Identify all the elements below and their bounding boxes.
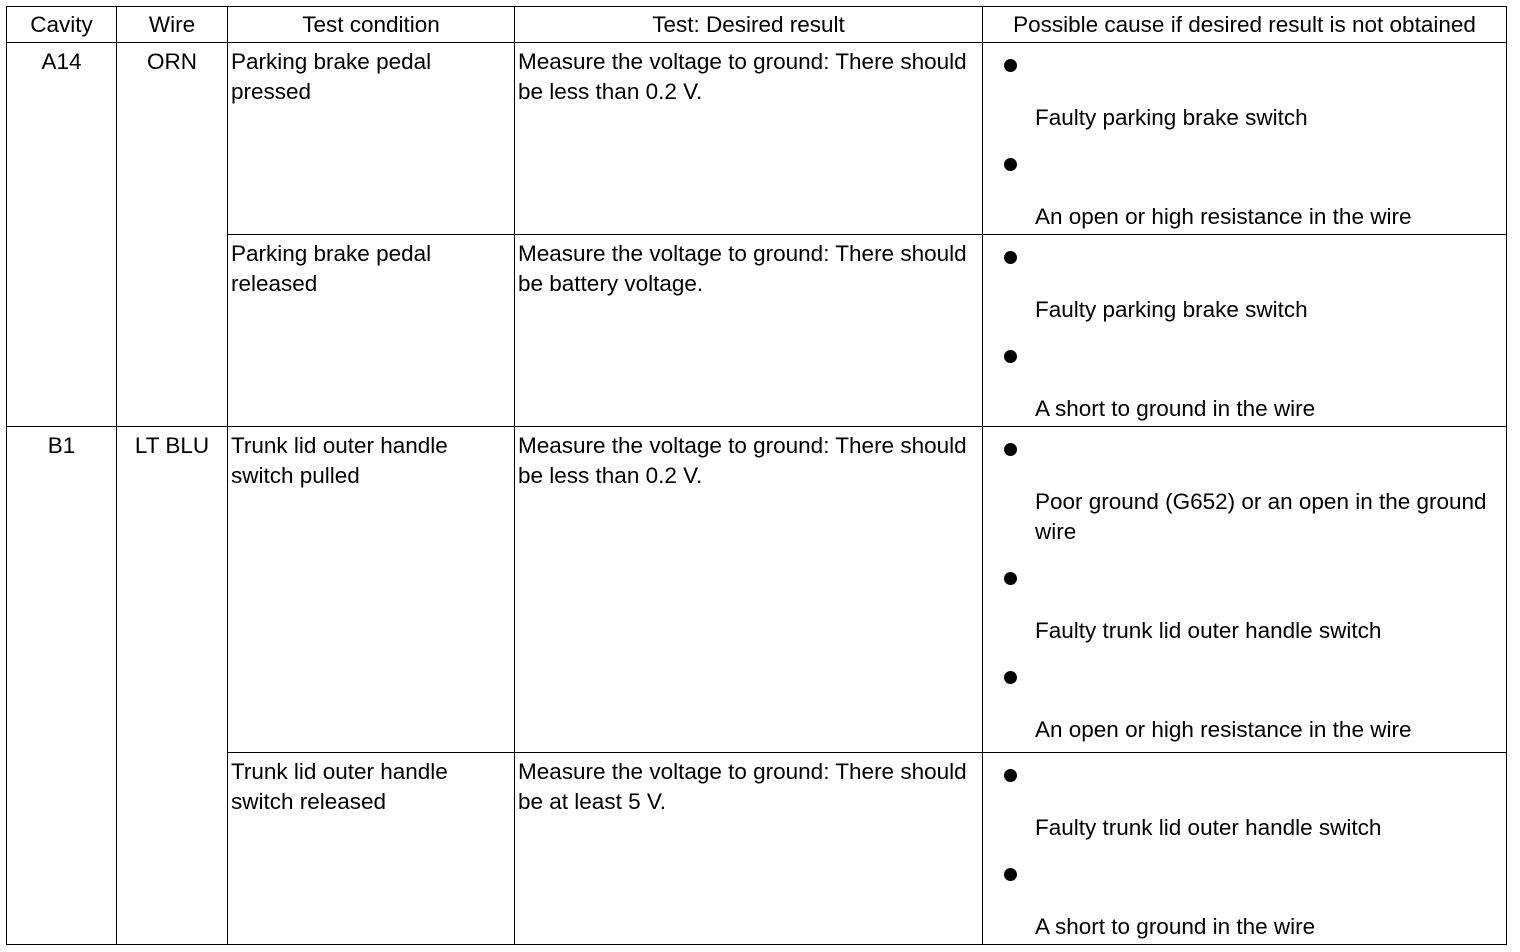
desired-result-cell: Measure the voltage to ground: There should be less than 0.2 V. (515, 427, 983, 753)
cavity-cell: B1 (7, 427, 117, 945)
possible-cause-cell (983, 753, 1507, 945)
table-row (7, 427, 1507, 753)
bullet-icon (1004, 868, 1017, 881)
cause-item (983, 659, 1506, 745)
bullet-icon (1004, 443, 1017, 456)
bullet-icon (1004, 59, 1017, 72)
header-cavity: Cavity (7, 7, 117, 43)
wire-cell: LT BLU (117, 427, 228, 945)
cause-text: A short to ground in the wire (1035, 914, 1316, 939)
cause-item (983, 560, 1506, 659)
bullet-icon (1004, 350, 1017, 363)
possible-cause-cell (983, 235, 1507, 427)
header-row (7, 7, 1507, 43)
header-wire: Wire (117, 7, 228, 43)
header-possible-cause: Possible cause if desired result is not obtained (983, 7, 1507, 43)
bullet-icon (1004, 671, 1017, 684)
bullet-icon (1004, 769, 1017, 782)
cause-text: Poor ground (G652) or an open in the ground wire (1035, 489, 1487, 544)
cause-text: An open or high resistance in the wire (1035, 717, 1412, 742)
desired-result-cell: Measure the voltage to ground: There should be less than 0.2 V. (515, 43, 983, 235)
test-condition-cell: Trunk lid outer handle switch pulled (228, 427, 515, 753)
bullet-icon (1004, 158, 1017, 171)
table-row (7, 43, 1507, 235)
wire-cell: ORN (117, 43, 228, 427)
cause-text: Faulty trunk lid outer handle switch (1035, 815, 1382, 840)
test-condition-cell: Trunk lid outer handle switch released (228, 753, 515, 945)
cause-text: An open or high resistance in the wire (1035, 204, 1412, 229)
cause-item (983, 239, 1506, 338)
possible-cause-cell (983, 427, 1507, 753)
test-condition-cell: Parking brake pedal released (228, 235, 515, 427)
cavity-cell: A14 (7, 43, 117, 427)
cause-item (983, 47, 1506, 146)
bullet-icon (1004, 572, 1017, 585)
desired-result-cell: Measure the voltage to ground: There should be battery voltage. (515, 235, 983, 427)
cause-item (983, 856, 1506, 942)
table-row (7, 753, 1507, 945)
test-condition-cell: Parking brake pedal pressed (228, 43, 515, 235)
desired-result-cell: Measure the voltage to ground: There should be at least 5 V. (515, 753, 983, 945)
cause-item (983, 146, 1506, 232)
diagnostic-table (6, 6, 1507, 945)
table-row (7, 235, 1507, 427)
header-test-condition: Test condition (228, 7, 515, 43)
cause-text: Faulty trunk lid outer handle switch (1035, 618, 1382, 643)
possible-cause-cell (983, 43, 1507, 235)
cause-item (983, 757, 1506, 856)
cause-item (983, 431, 1506, 560)
bullet-icon (1004, 251, 1017, 264)
cause-text: Faulty parking brake switch (1035, 297, 1308, 322)
cause-text: A short to ground in the wire (1035, 396, 1316, 421)
cause-text: Faulty parking brake switch (1035, 105, 1308, 130)
header-desired-result: Test: Desired result (515, 7, 983, 43)
cause-item (983, 338, 1506, 424)
